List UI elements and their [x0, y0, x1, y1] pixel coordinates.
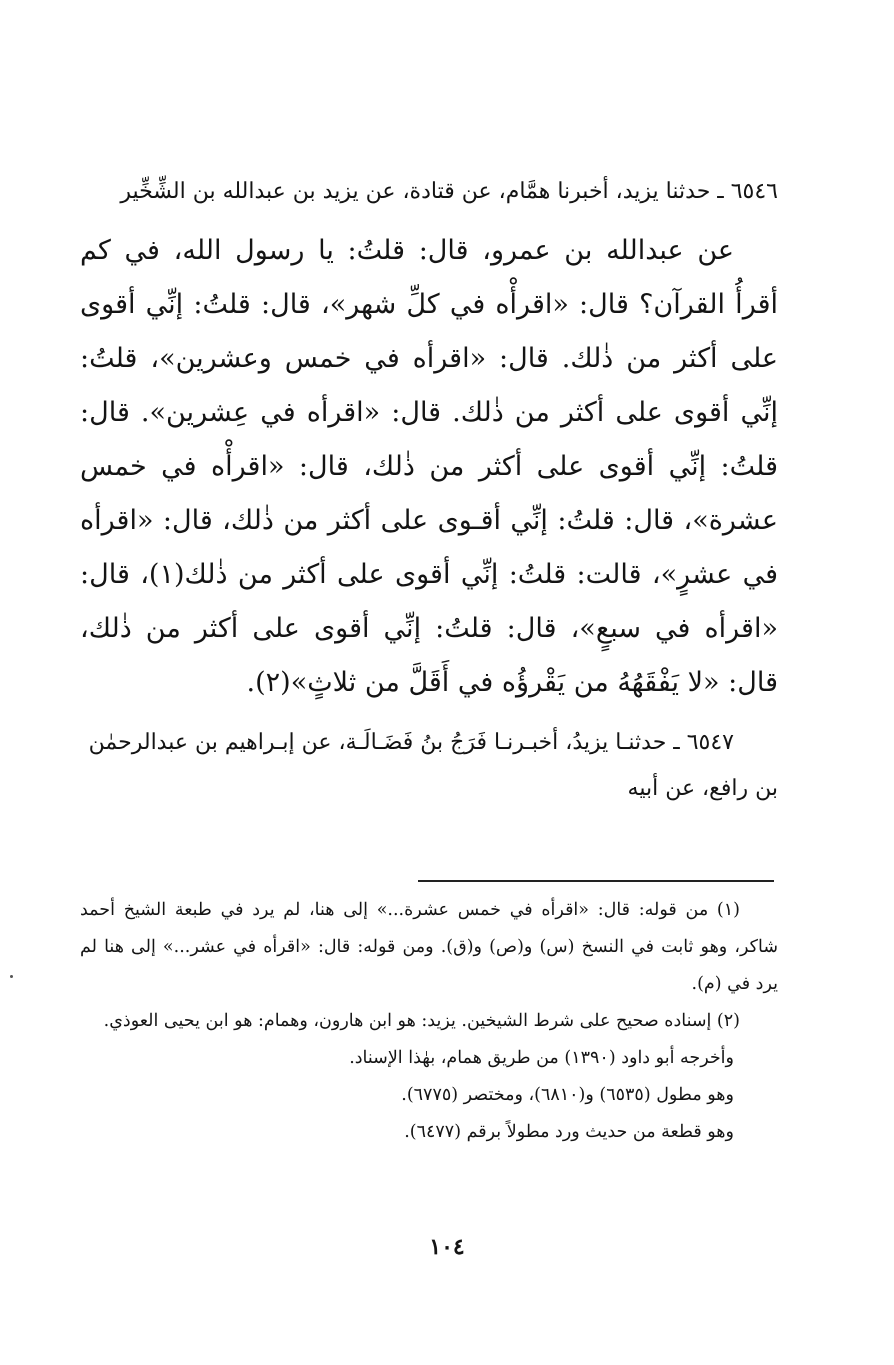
hadith-6546-matn: عن عبدالله بن عمرو، قال: قلتُ: يا رسول الله، في كم أقرأُ القرآن؟ قال: «اقرأْه في كلِّ شهر»، قال: قلتُ: إنِّي أقوى على أكثر من ذٰلك. قال: «اقرأه في خمس وعشرين»، قلتُ: إنِّي أقوى على أكثر من ذٰلك. قال: «اقرأه في عِشرين». قال: قلتُ: إنِّي أقوى على أكثر من ذٰلك، قال: «اقرأْه في خمس عشرة»، قال: قلتُ: إنِّي أقـوى على أكثر من ذٰلك، قال: «اقرأه في عشرٍ»، قالت: قلتُ: إنِّي أقوى على أكثر من ذٰلك(١)، قال: «اقرأه في سبعٍ»، قال: قلتُ: إنِّي أقوى على أكثر من ذٰلك، قال: «لا يَفْقَهُهُ من يَقْرؤُه في أَقَلَّ من ثلاثٍ»(٢). [80, 235, 778, 698]
hadith-6547-isnad: ٦٥٤٧ ـ حدثنـا يزيدُ، أخبـرنـا فَرَجُ بنُ فَضَـالَـة، عن إبـراهيم بن عبدالرحمٰن بن رافع، عن أبيه [88, 730, 778, 801]
footnote-1: (١) من قوله: قال: «اقرأه في خمس عشرة...» إلى هنا، لم يرد في طبعة الشيخ أحمد شاكر، وهو ثابت في النسخ (س) و(ص) و(ق). ومن قوله: قال: «اقرأه في عشر...» إلى هنا لم يرد في (م). [80, 900, 778, 994]
page-number: ١٠٤ [429, 1234, 465, 1260]
scan-speck [10, 975, 13, 978]
footnotes [80, 892, 778, 1151]
main-text [80, 168, 778, 812]
footnote-divider [418, 880, 774, 882]
footnote-2-line-2: وهو مطول (٦٥٣٥) و(٦٨١٠)، ومختصر (٦٧٧٥). [401, 1085, 734, 1105]
hadith-6546-isnad: ٦٥٤٦ ـ حدثنا يزيد، أخبرنا همَّام، عن قتادة، عن يزيد بن عبدالله بن الشِّخِّير [120, 179, 778, 204]
footnote-2: (٢) إسناده صحيح على شرط الشيخين. يزيد: هو ابن هارون، وهمام: هو ابن يحيى العوذي. [103, 1011, 740, 1031]
footnote-2-line-3: وهو قطعة من حديث ورد مطولاً برقم (٦٤٧٧). [404, 1122, 734, 1142]
footnote-2-line-1: وأخرجه أبو داود (١٣٩٠) من طريق همام، بهٰذا الإسناد. [349, 1048, 734, 1068]
